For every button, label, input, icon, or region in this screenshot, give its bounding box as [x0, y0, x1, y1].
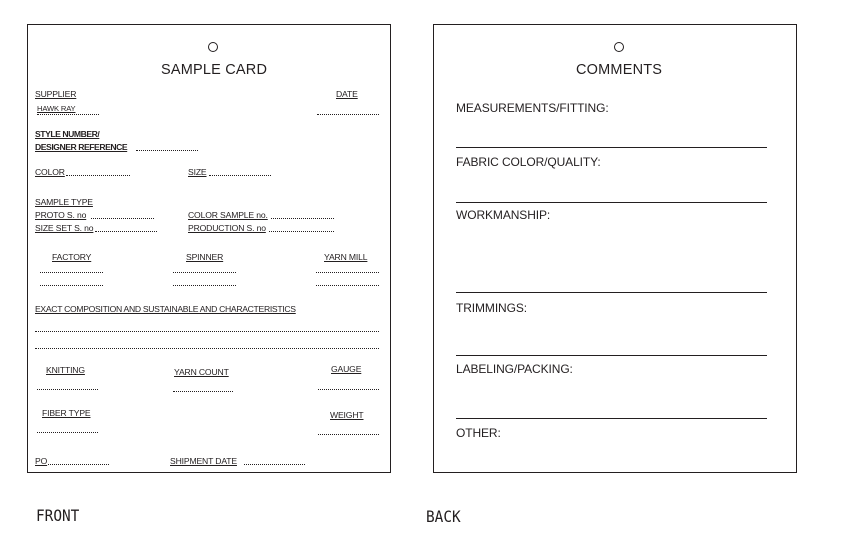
- production-dots: [269, 231, 334, 232]
- yarn-mill-dots-1: [316, 272, 379, 273]
- card-title: SAMPLE CARD: [161, 62, 268, 78]
- fiber-type-dots: [37, 432, 98, 433]
- composition-dots-2: [35, 348, 379, 349]
- yarn-count-label: YARN COUNT: [174, 367, 229, 377]
- color-label: COLOR: [35, 167, 65, 177]
- weight-dots: [318, 434, 379, 435]
- size-label: SIZE: [188, 167, 207, 177]
- gauge-label: GAUGE: [331, 364, 362, 374]
- shipment-date-dots: [244, 464, 305, 465]
- factory-dots-1: [40, 272, 103, 273]
- composition-label: EXACT COMPOSITION AND SUSTAINABLE AND CHARACTERISTICS: [35, 304, 296, 314]
- front-caption: FRONT: [36, 506, 80, 525]
- yarn-count-dots: [173, 391, 233, 392]
- fabric-color-line: [456, 202, 767, 203]
- proto-dots: [91, 218, 154, 219]
- punch-hole-icon: [614, 42, 624, 52]
- proto-label: PROTO S. no: [35, 210, 87, 220]
- sample-card-back: [433, 24, 797, 473]
- trimmings-line: [456, 355, 767, 356]
- color-dots: [66, 175, 130, 176]
- supplier-value: HAWK RAY: [37, 104, 76, 113]
- knitting-label: KNITTING: [46, 365, 85, 375]
- factory-label: FACTORY: [52, 252, 92, 262]
- back-caption: BACK: [426, 507, 461, 526]
- workmanship-label: WORKMANSHIP:: [456, 208, 551, 222]
- trimmings-label: TRIMMINGS:: [456, 301, 527, 315]
- size-dots: [209, 175, 271, 176]
- fabric-color-label: FABRIC COLOR/QUALITY:: [456, 155, 601, 169]
- date-label: DATE: [336, 89, 358, 99]
- punch-hole-icon: [208, 42, 218, 52]
- style-dots: [136, 150, 198, 151]
- size-set-dots: [95, 231, 157, 232]
- fiber-type-label: FIBER TYPE: [42, 408, 91, 418]
- workmanship-line: [456, 292, 767, 293]
- po-dots: [48, 464, 109, 465]
- supplier-dots: [37, 114, 99, 115]
- composition-dots-1: [35, 331, 379, 332]
- color-sample-label: COLOR SAMPLE no.: [188, 210, 268, 220]
- yarn-mill-dots-2: [316, 285, 379, 286]
- labeling-label: LABELING/PACKING:: [456, 362, 573, 376]
- sample-type-label: SAMPLE TYPE: [35, 197, 93, 207]
- spinner-label: SPINNER: [186, 252, 224, 262]
- yarn-mill-label: YARN MILL: [324, 252, 368, 262]
- date-dots: [317, 114, 379, 115]
- factory-dots-2: [40, 285, 103, 286]
- gauge-dots: [318, 389, 379, 390]
- spinner-dots-1: [173, 272, 236, 273]
- po-label: PO: [35, 456, 48, 466]
- knitting-dots: [37, 389, 98, 390]
- other-label: OTHER:: [456, 426, 501, 440]
- measurements-line: [456, 147, 767, 148]
- sample-card-front: [27, 24, 391, 473]
- designer-reference-label: DESIGNER REFERENCE: [35, 142, 128, 152]
- production-label: PRODUCTION S. no: [188, 223, 266, 233]
- supplier-label: SUPPLIER: [35, 89, 77, 99]
- size-set-label: SIZE SET S. no: [35, 223, 94, 233]
- measurements-label: MEASUREMENTS/FITTING:: [456, 101, 609, 115]
- labeling-line: [456, 418, 767, 419]
- style-number-label: STYLE NUMBER/: [35, 129, 100, 139]
- spinner-dots-2: [173, 285, 236, 286]
- comments-title: COMMENTS: [576, 62, 663, 78]
- shipment-date-label: SHIPMENT DATE: [170, 456, 237, 466]
- weight-label: WEIGHT: [330, 410, 364, 420]
- color-sample-dots: [271, 218, 334, 219]
